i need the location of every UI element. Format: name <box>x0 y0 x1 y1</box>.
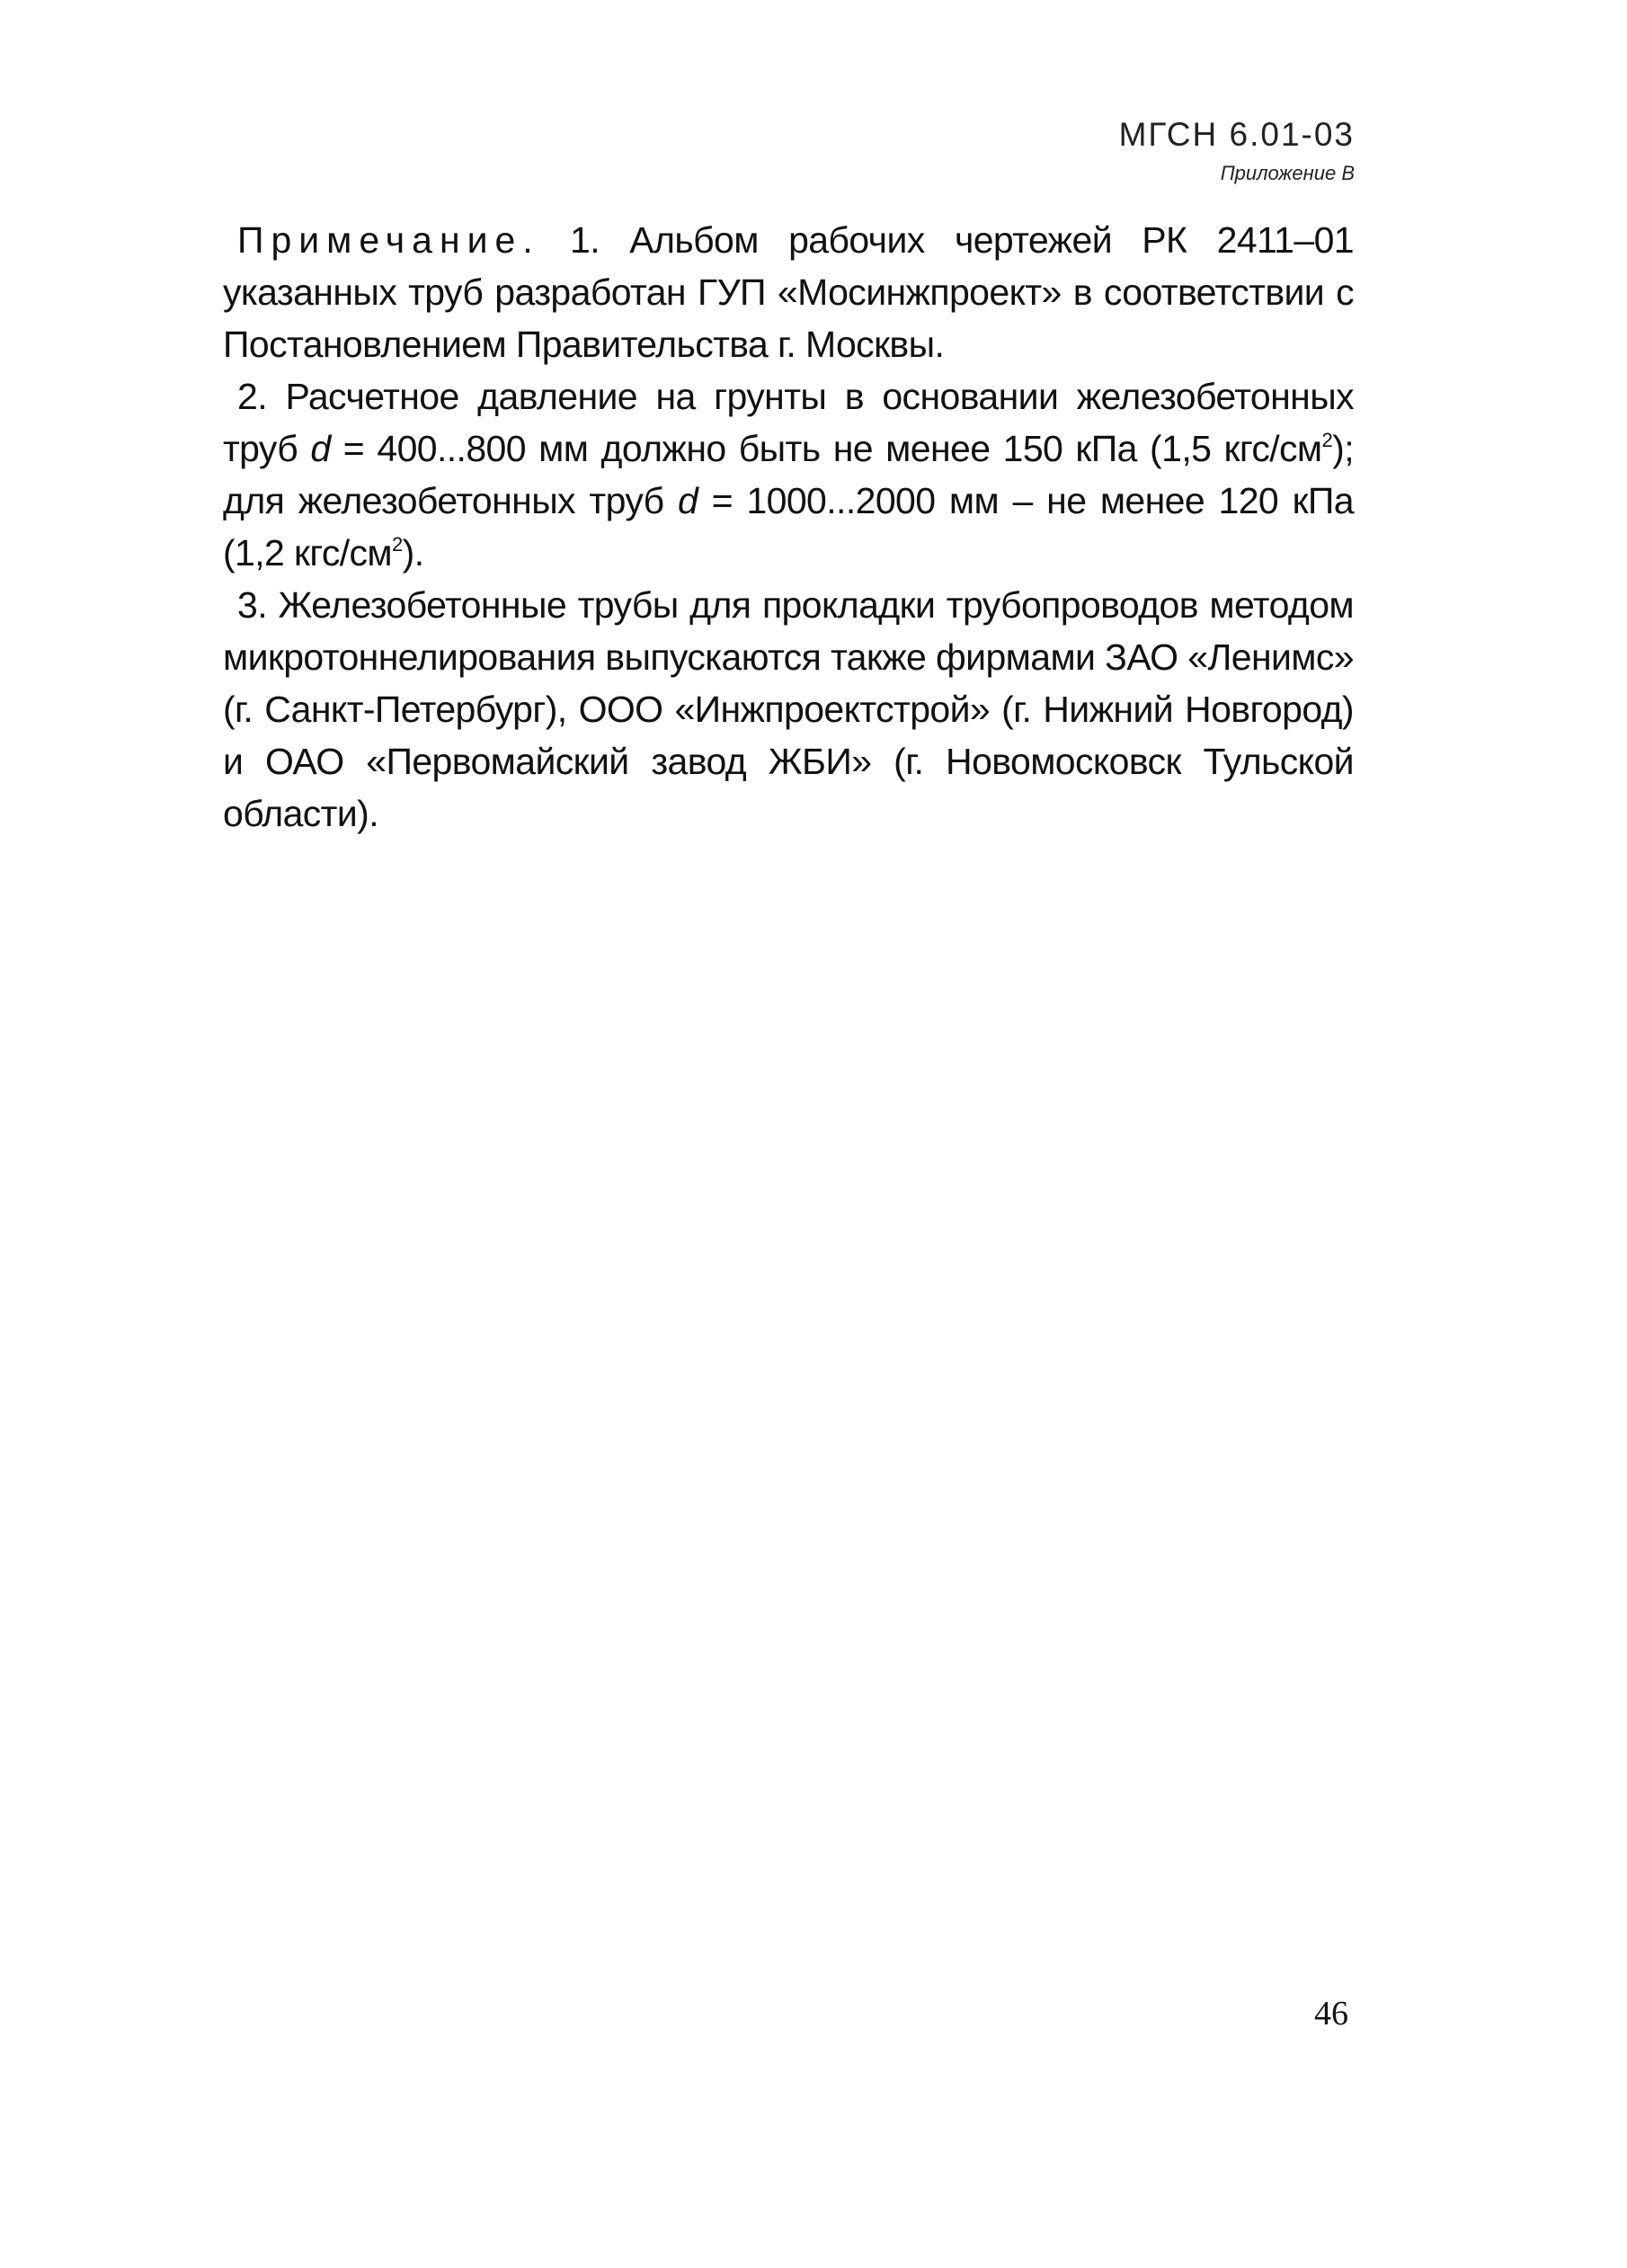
document-code: МГСН 6.01-03 <box>1118 116 1355 153</box>
note-label: Примечание. <box>237 219 540 261</box>
note-3: 3. Железобетонные трубы для прокладки трубопроводов методом микротоннелирования выпускаются также фирмами ЗАО «Ленимс» (г. Санкт-Петербург), ООО «Инжпроектстрой» (г. Нижний Новгород) и ОАО «Первомайский завод ЖБИ» (г. Новомосковск Тульской области). <box>223 584 1354 834</box>
notes-block <box>223 214 1354 840</box>
diameter-symbol: d <box>310 428 331 469</box>
superscript: 2 <box>1321 429 1333 451</box>
superscript: 2 <box>392 533 403 556</box>
note-2-part-3: ); для железобетонных труб <box>223 428 1354 521</box>
note-1 <box>223 214 1354 370</box>
note-1-text: 1. Альбом рабочих чертежей РК 2411–01 указанных труб разработан ГУП «Мосинжпроект» в соответствии с Постановлением Правительства г. Москвы. <box>223 219 1354 365</box>
note-2-part-4: = 1000...2000 мм – не менее 120 кПа (1,2 кгс/см <box>223 480 1354 574</box>
note-2-part-1: 2. Расчетное давление на грунты в основании железобетонных труб <box>223 376 1354 469</box>
page-number: 46 <box>1314 1995 1348 2032</box>
note-2-part-5: ). <box>402 532 424 574</box>
note-2-part-2: = 400...800 мм должно быть не менее 150 кПа (1,5 кгс/см <box>330 428 1322 469</box>
appendix-label: Приложение В <box>1220 162 1355 184</box>
note-2 <box>223 370 1354 579</box>
page-header <box>1119 115 1355 187</box>
diameter-symbol: d <box>678 480 698 521</box>
